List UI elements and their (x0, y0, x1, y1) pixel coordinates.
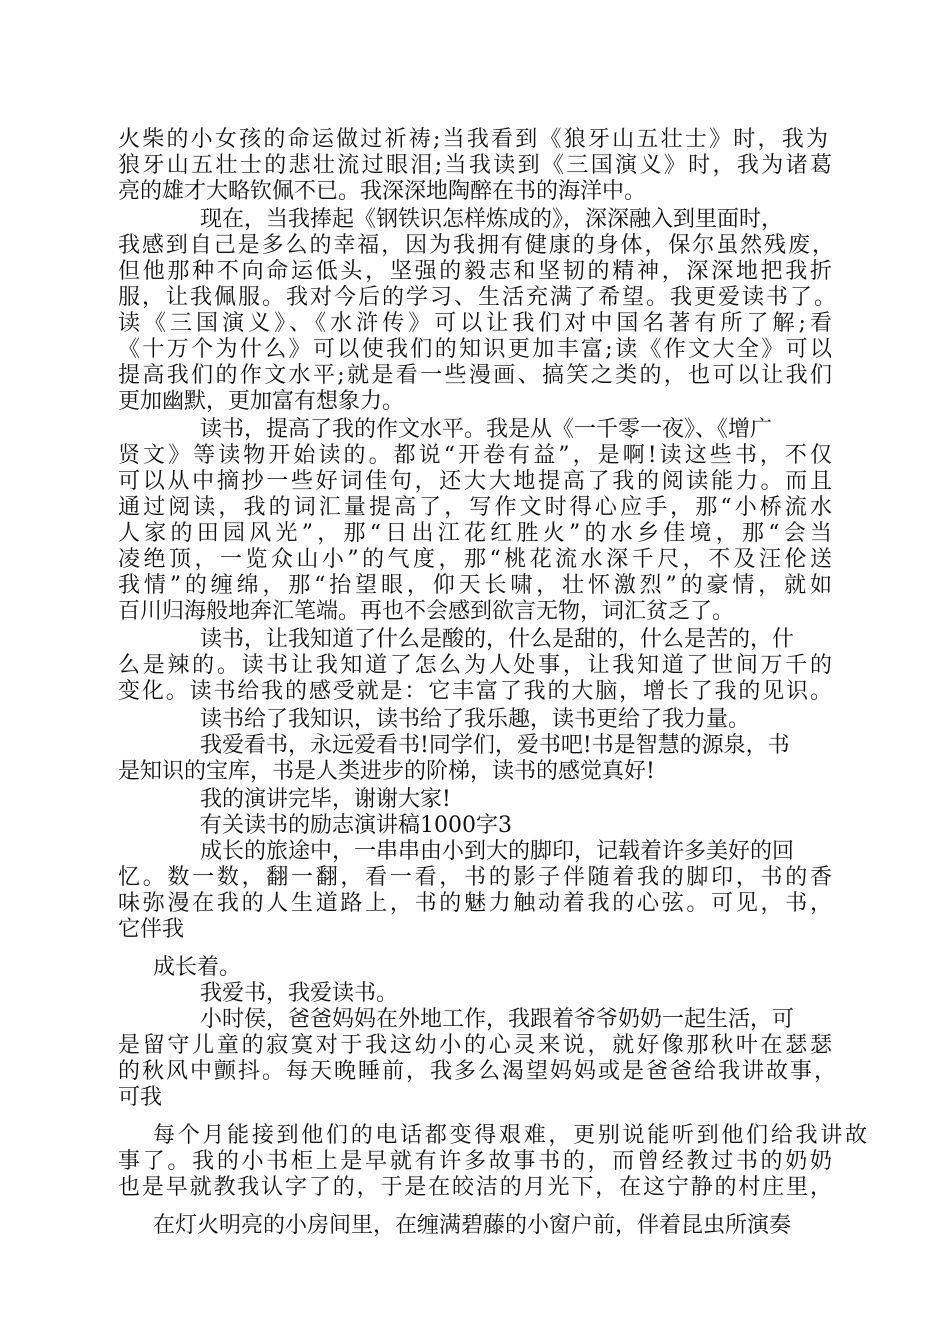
text-line: 忆。数一数，翻一翻，看一看，书的影子伴随着我的脚印，书的香 (118, 865, 832, 890)
text-line: 我的演讲完毕，谢谢大家! (200, 787, 451, 812)
text-line: 更加幽默，更加富有想象力。 (118, 389, 405, 414)
text-line: 是知识的宝库，书是人类进步的阶梯，读书的感觉真好! (118, 759, 655, 784)
text-line: 读书，提高了我的作文水平。我是从《一千零一夜》、《增广 (200, 417, 773, 442)
text-line: 服，让我佩服。我对今后的学习、生活充满了希望。我更爱读书了。 (118, 285, 836, 310)
text-line: 读《三国演义》、《水浒传》可以让我们对中国名著有所了解;看 (118, 311, 832, 336)
text-line: 火柴的小女孩的命运做过祈祷;当我看到《狼牙山五壮士》时，我为 (118, 127, 828, 152)
text-line: 成长着。 (153, 955, 242, 980)
text-line: 亮的雄才大略钦佩不已。我深深地陶醉在书的海洋中。 (118, 179, 647, 204)
text-line: 的秋风中颤抖。每天晚睡前，我多么渴望妈妈或是爸爸给我讲故事， (118, 1059, 836, 1084)
text-line: 变化。读书给我的感受就是：它丰富了我的大脑，增长了我的见识。 (118, 679, 832, 704)
text-line: 但他那种不向命运低头，坚强的毅志和坚韧的精神，深深地把我折 (118, 259, 832, 284)
text-line: 可以从中摘抄一些好词佳句，还大大地提高了我的阅读能力。而且 (118, 469, 832, 494)
text-line: 狼牙山五壮士的悲壮流过眼泪;当我读到《三国演义》时，我为诸葛 (118, 153, 832, 178)
text-line: 有关读书的励志演讲稿1000字3 (200, 813, 512, 838)
text-line: 《十万个为什么》可以使我们的知识更加丰富;读《作文大全》可以 (118, 337, 832, 362)
text-line: 现在，当我捧起《钢铁识怎样炼成的》，深深融入到里面时， (200, 207, 784, 232)
text-line: 味弥漫在我的人生道路上，书的魅力触动着我的心弦。可见，书， (118, 891, 832, 916)
text-line: 可我 (118, 1085, 163, 1110)
text-line: 人家的田园风光”，那“日出江花红胜火”的水乡佳境，那“会当 (118, 521, 832, 546)
text-line: 每个月能接到他们的电话都变得艰难，更别说能听到他们给我讲故 (153, 1123, 867, 1148)
text-line: 凌绝顶，一览众山小”的气度，那“桃花流水深千尺，不及汪伦送 (118, 547, 832, 572)
text-line: 贤文》等读物开始读的。都说“开卷有益”，是啊!读这些书，不仅 (118, 443, 832, 468)
text-line: 我爱看书，永远爱看书!同学们，爱书吧!书是智慧的源泉，书 (200, 733, 790, 758)
text-line: 事了。我的小书柜上是早就有许多故事书的，而曾经教过书的奶奶 (118, 1149, 832, 1174)
text-line: 是留守儿童的寂寞对于我这幼小的心灵来说，就好像那秋叶在瑟瑟 (118, 1033, 832, 1058)
text-line: 我爱书，我爱读书。 (200, 981, 399, 1006)
text-line: 在灯火明亮的小房间里，在缠满碧藤的小窗户前，伴着昆虫所演奏 (153, 1213, 792, 1238)
text-line: 我情”的缠绵，那“抬望眼，仰天长啸，壮怀激烈”的豪情，就如 (118, 573, 832, 598)
text-line: 么是辣的。读书让我知道了怎么为人处事，让我知道了世间万千的 (118, 653, 832, 678)
text-line: 我感到自己是多么的幸福，因为我拥有健康的身体，保尔虽然残废， (118, 233, 834, 258)
text-line: 读书给了我知识，读书给了我乐趣，读书更给了我力量。 (200, 707, 751, 732)
text-line: 通过阅读，我的词汇量提高了，写作文时得心应手，那“小桥流水 (118, 495, 832, 520)
text-line: 读书，让我知道了什么是酸的，什么是甜的，什么是苦的，什 (200, 627, 795, 652)
text-line: 它伴我 (118, 917, 185, 942)
text-line: 提高我们的作文水平;就是看一些漫画、搞笑之类的，也可以让我们 (118, 363, 832, 388)
text-line: 成长的旅途中，一串串由小到大的脚印，记载着许多美好的回 (200, 839, 795, 864)
text-line: 百川归海般地奔汇笔端。再也不会感到欲言无物，词汇贫乏了。 (118, 599, 735, 624)
text-line: 也是早就教我认字了的，于是在皎洁的月光下，在这宁静的村庄里， (118, 1175, 832, 1200)
text-line: 小时侯，爸爸妈妈在外地工作，我跟着爷爷奶奶一起生活，可 (200, 1007, 795, 1032)
